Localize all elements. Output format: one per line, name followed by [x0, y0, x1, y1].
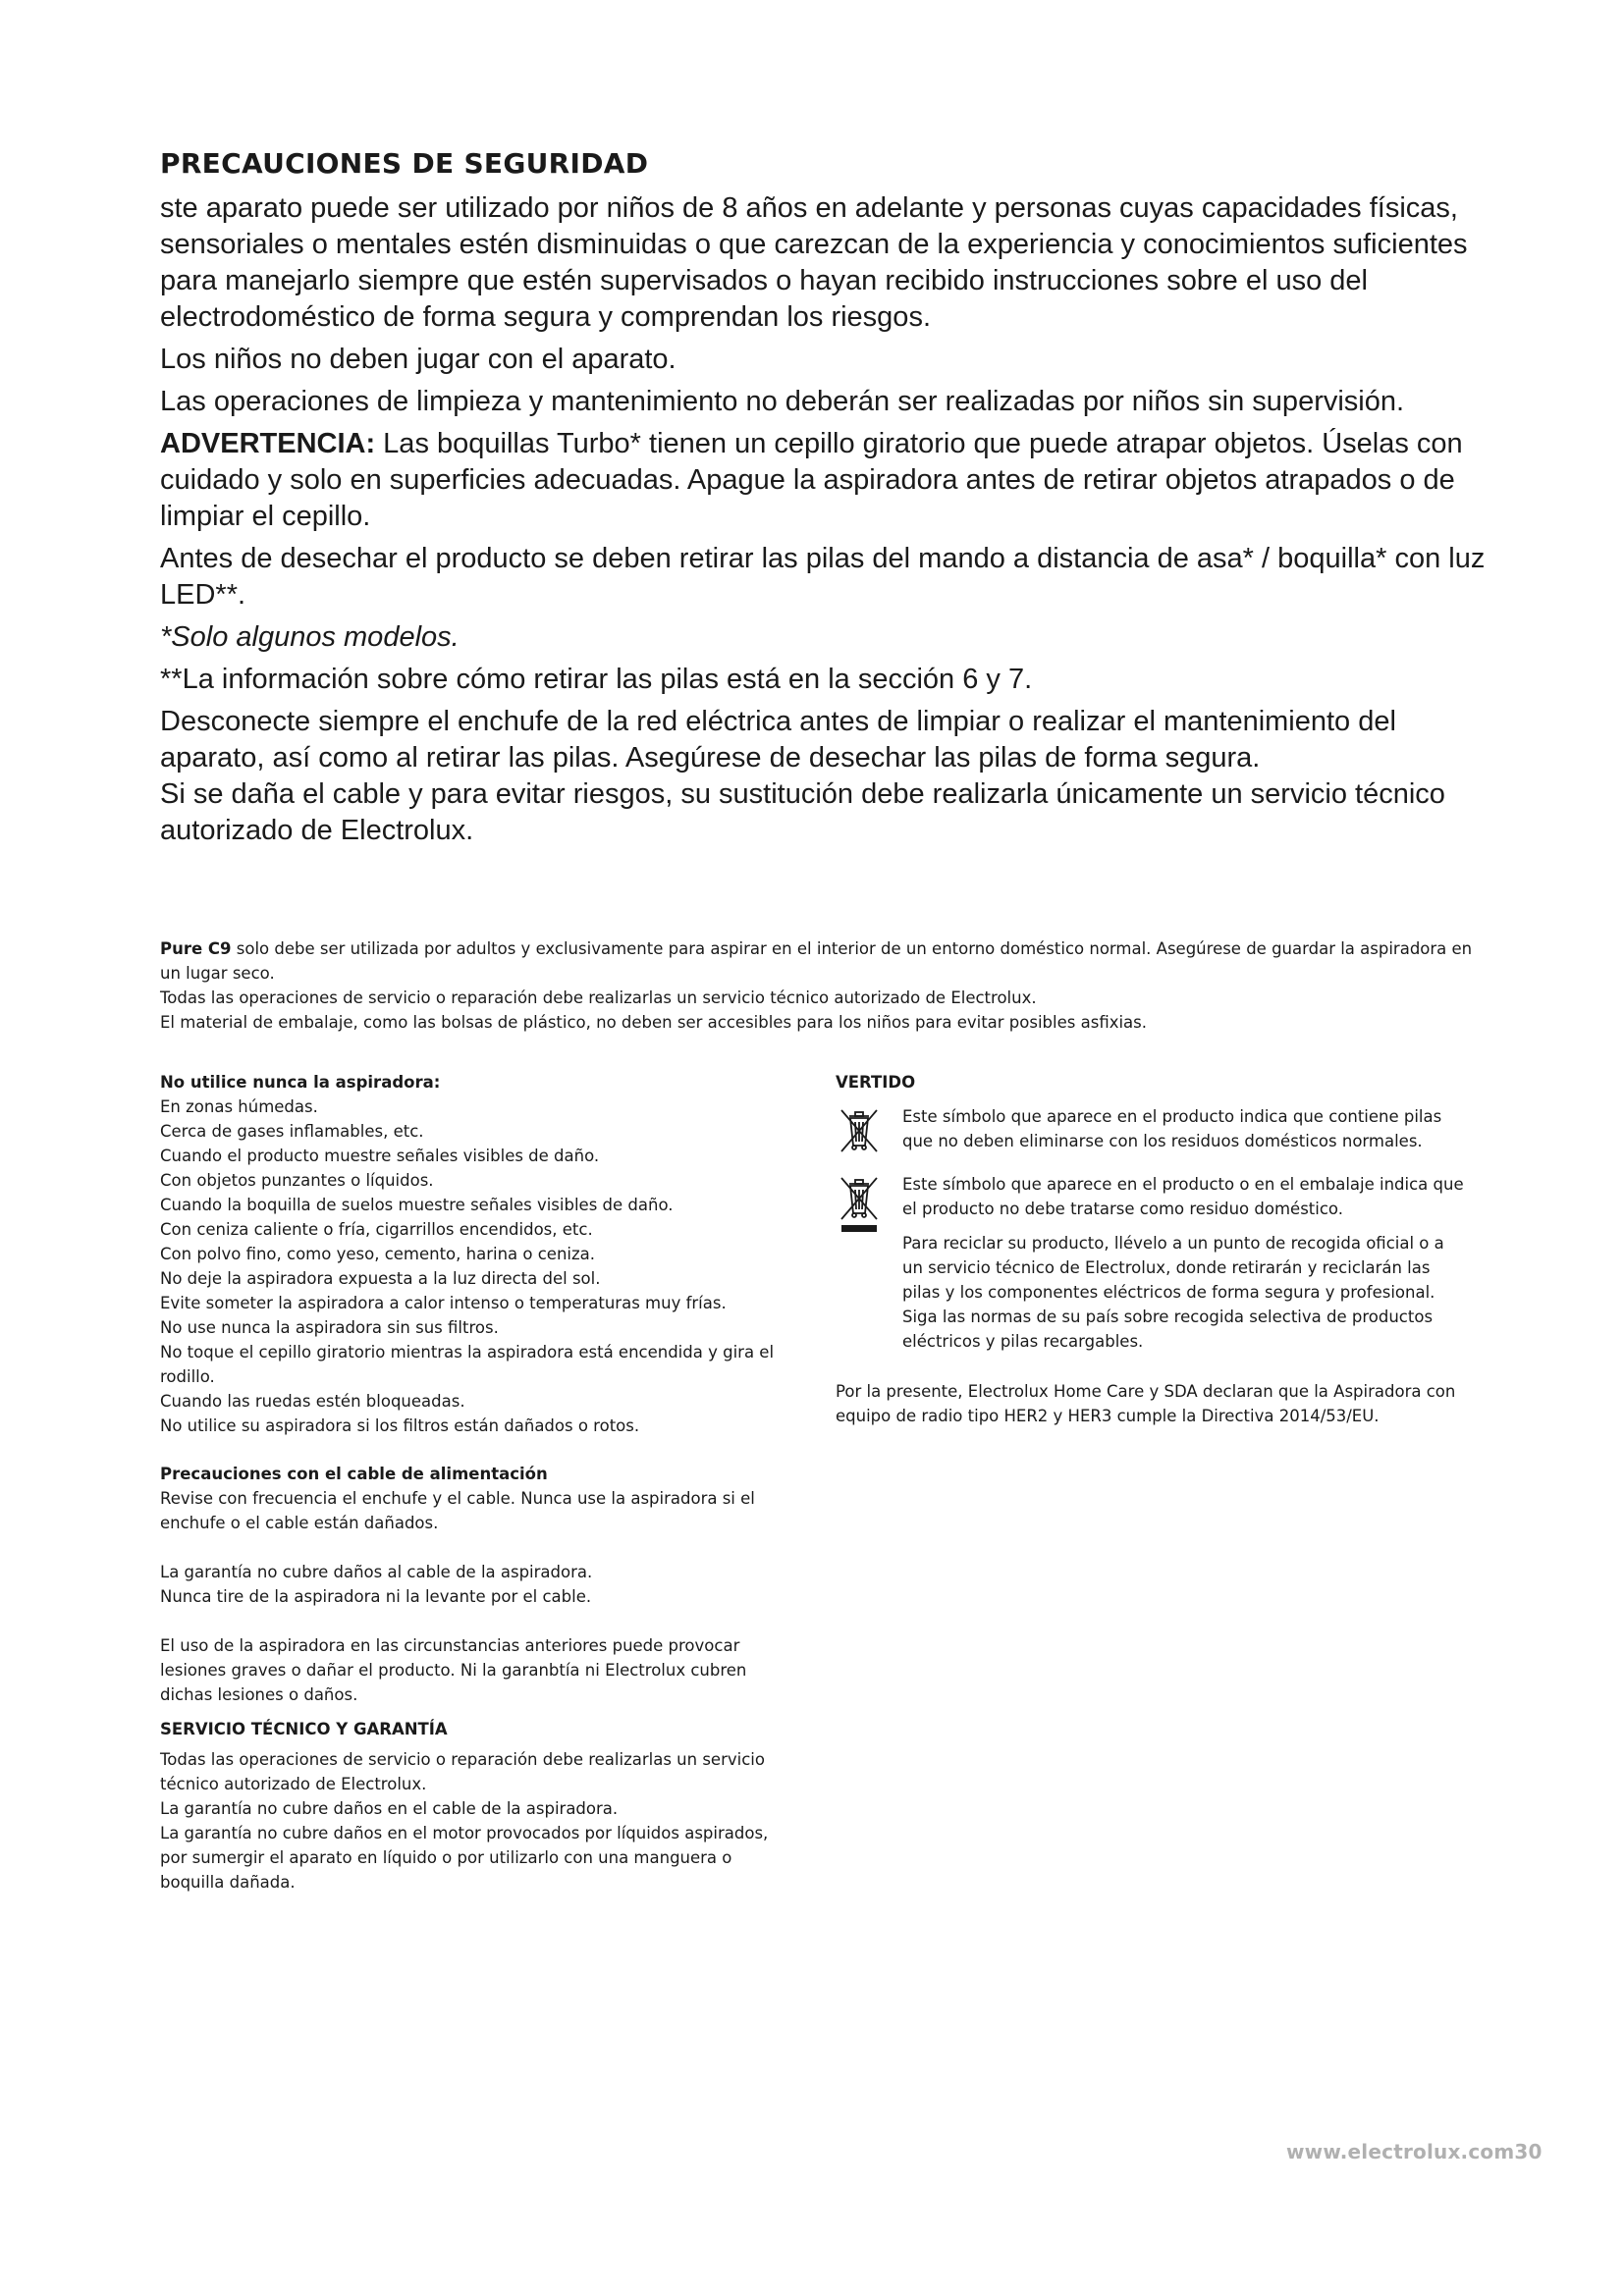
safety-section: [160, 147, 1495, 849]
disposal-text: Este símbolo que aparece en el producto indica que contiene pilas que no deben eliminarse con los residuos domésticos normales.: [902, 1107, 1442, 1150]
list-item: Cuando el producto muestre señales visibles de daño.: [160, 1147, 600, 1165]
usage-note: El material de embalaje, como las bolsas de plástico, no deben ser accesibles para los niños para evitar posibles asfixias.: [160, 1013, 1148, 1032]
list-item: En zonas húmedas.: [160, 1097, 318, 1116]
cable-paragraph: El uso de la aspiradora en las circunstancias anteriores puede provocar lesiones graves o dañar el producto. Ni la garanbtía ni Electrolux cubren dichas lesiones o daños.: [160, 1636, 747, 1704]
cable-paragraph: Revise con frecuencia el enchufe y el cable. Nunca use la aspiradora si el enchufe o el cable están dañados.: [160, 1489, 755, 1532]
disposal-text-group: [902, 1172, 1464, 1354]
list-item: Cuando la boquilla de suelos muestre señales visibles de daño.: [160, 1196, 674, 1214]
service-heading: SERVICIO TÉCNICO Y GARANTÍA: [160, 1720, 448, 1738]
footer-url: www.electrolux.com30: [1286, 2140, 1543, 2163]
footnote-models: *Solo algunos modelos.: [160, 620, 460, 653]
right-column: [836, 1070, 1464, 1428]
never-use-list: [160, 1095, 798, 1438]
cable-section: [160, 1462, 798, 1707]
usage-note: Todas las operaciones de servicio o reparación debe realizarlas un servicio técnico autorizado de Electrolux.: [160, 988, 1037, 1007]
footnote-batteries: **La información sobre cómo retirar las pilas está en la sección 6 y 7.: [160, 663, 1033, 695]
disposal-heading: VERTIDO: [836, 1073, 916, 1092]
usage-note: [160, 936, 1476, 986]
list-item: Con ceniza caliente o fría, cigarrillos encendidos, etc.: [160, 1220, 593, 1239]
warning-paragraph: [160, 426, 1495, 535]
list-item: Cuando las ruedas estén bloqueadas.: [160, 1392, 465, 1411]
intro-paragraph: Los niños no deben jugar con el aparato.: [160, 343, 677, 375]
disposal-item: [836, 1104, 1464, 1162]
list-item: No utilice su aspiradora si los filtros están dañados o rotos.: [160, 1416, 640, 1435]
crossed-bin-with-bar-icon: [836, 1172, 889, 1240]
intro-paragraph: ste aparato puede ser utilizado por niños de 8 años en adelante y personas cuyas capacidades físicas, sensoriales o mentales estén disminuidas o que carezcan de la experiencia y conocimientos suficientes para manejarlo siempre que estén supervisados o hayan recibido instrucciones sobre el uso del electrodoméstico de forma segura y comprendan los riesgos.: [160, 191, 1468, 333]
left-column: [160, 1070, 798, 1895]
intro-paragraph: Antes de desechar el producto se deben retirar las pilas del mando a distancia de asa* / boquilla* con luz LED**.: [160, 542, 1486, 611]
crossed-bin-icon: [836, 1104, 889, 1162]
warning-label: ADVERTENCIA:: [160, 427, 376, 459]
list-item: No deje la aspiradora expuesta a la luz directa del sol.: [160, 1269, 601, 1288]
page-title: PRECAUCIONES DE SEGURIDAD: [160, 147, 649, 180]
list-item: No use nunca la aspiradora sin sus filtros.: [160, 1318, 499, 1337]
cable-heading: Precauciones con el cable de alimentación: [160, 1465, 548, 1483]
list-item: Con objetos punzantes o líquidos.: [160, 1171, 434, 1190]
disposal-text: Para reciclar su producto, llévelo a un punto de recogida oficial o a un servicio técnico de Electrolux, donde retirarán y reciclarán las pilas y los componentes eléctricos de forma segura y profesional. Siga las normas de su país sobre recogida selectiva de productos eléctricos y pilas recargables.: [902, 1234, 1444, 1351]
compliance-declaration: Por la presente, Electrolux Home Care y SDA declaran que la Aspiradora con equipo de radio tipo HER2 y HER3 cumple la Directiva 2014/53/EU.: [836, 1382, 1456, 1425]
list-item: Con polvo fino, como yeso, cemento, harina o ceniza.: [160, 1245, 596, 1263]
brand-name: Pure C9: [160, 939, 232, 958]
service-section: [160, 1717, 798, 1895]
cable-paragraph: La garantía no cubre daños al cable de la aspiradora.: [160, 1563, 593, 1581]
safety-intro: [160, 190, 1495, 849]
usage-note-text: solo debe ser utilizada por adultos y exclusivamente para aspirar en el interior de un entorno doméstico normal. Asegúrese de guardar la aspiradora en un lugar seco.: [160, 939, 1473, 983]
list-item: Cerca de gases inflamables, etc.: [160, 1122, 424, 1141]
disposal-item: [836, 1172, 1464, 1354]
service-paragraph: Todas las operaciones de servicio o reparación debe realizarlas un servicio técnico autorizado de Electrolux.: [160, 1750, 765, 1793]
cable-paragraph: Nunca tire de la aspiradora ni la levante por el cable.: [160, 1587, 592, 1606]
list-item: No toque el cepillo giratorio mientras la aspiradora está encendida y gira el rodillo.: [160, 1343, 775, 1386]
usage-notes: [160, 936, 1476, 1035]
intro-paragraph: Si se daña el cable y para evitar riesgos, su sustitución debe realizarla únicamente un servicio técnico autorizado de Electrolux.: [160, 777, 1445, 846]
service-paragraph: La garantía no cubre daños en el motor provocados por líquidos aspirados, por sumergir el aparato en líquido o por utilizarlo con una manguera o boquilla dañada.: [160, 1824, 769, 1892]
never-use-heading: No utilice nunca la aspiradora:: [160, 1073, 441, 1092]
warning-text: Las boquillas Turbo* tienen un cepillo giratorio que puede atrapar objetos. Úselas con cuidado y solo en superficies adecuadas. Apague la aspiradora antes de retirar objetos atrapados o de limpiar el cepillo.: [160, 427, 1463, 532]
disposal-text: Este símbolo que aparece en el producto o en el embalaje indica que el producto no debe tratarse como residuo doméstico.: [902, 1175, 1464, 1218]
intro-paragraph: Las operaciones de limpieza y mantenimiento no deberán ser realizadas por niños sin supervisión.: [160, 385, 1405, 417]
service-paragraph: La garantía no cubre daños en el cable de la aspiradora.: [160, 1799, 619, 1818]
intro-paragraph: Desconecte siempre el enchufe de la red eléctrica antes de limpiar o realizar el mantenimiento del aparato, así como al retirar las pilas. Asegúrese de desechar las pilas de forma segura.: [160, 705, 1396, 774]
list-item: Evite someter la aspiradora a calor intenso o temperaturas muy frías.: [160, 1294, 727, 1312]
